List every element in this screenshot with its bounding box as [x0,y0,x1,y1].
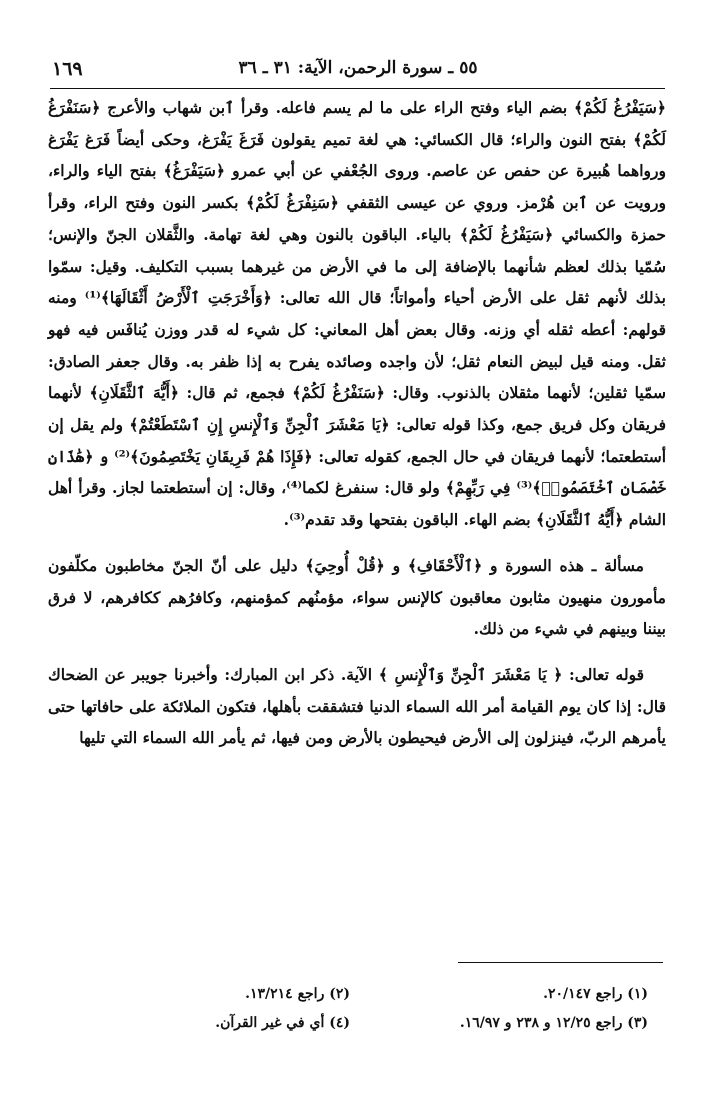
footnote-3: (٣) راجع ١٢/٢٥ و ٢٣٨ و ١٦/٩٧. [459,1015,648,1031]
page-header [52,58,664,88]
header-divider [50,88,665,89]
page-number: ١٦٩ [52,58,83,80]
footnote-row [52,980,648,1009]
paragraph-tafsir-readings: ﴿سَيَفْرُغُ لَكُمْ﴾ بضم الياء وفتح الراء على ما لم يسم فاعله. وقرأ ٱبن شهاب والأعرج ﴿سَنَفْرَغُ لَكُمْ﴾ بفتح النون والراء؛ قال الكسائي: هي لغة تميم يقولون فَرَغَ يَفْرَغ، وحكى أيضاً فَرَغ يَفْرَغ ورواهما هُبيرة عن حفص عن عاصم. وروى الجُعْفي عن أبي عمرو ﴿سَيَفْرَغُ﴾ بفتح الياء والراء، ورويت عن ٱبن هُرْمز. وروي عن عيسى الثقفي ﴿سَنِفْرَغُ لَكُمْ﴾ بكسر النون وفتح الراء، وقرأ حمزة والكسائي ﴿سَيَفْرُغُ لَكُمْ﴾ بالياء. الباقون بالنون وهي لغة تهامة. والثَّقلان الجنّ والإنس؛ سُمّيا بذلك لعظم شأنهما بالإضافة إلى ما في الأرض من غيرهما بسبب التكليف. وقيل: سمّوا بذلك لأنهم ثقل على الأرض أحياء وأمواتاً؛ قال الله تعالى: ﴿وَأَخْرَجَتِ ٱلْأَرْضُ أَثْقَالَهَا﴾⁽¹⁾ ومنه قولهم: أعطه ثقله أي وزنه. وقال بعض أهل المعاني: كل شيء له قدر ووزن يُنافَس فيه فهو ثقل. ومنه قيل لبيض النعام ثقل؛ لأن واجده وصائده يفرح به إذا ظفر به. وقال جعفر الصادق: سمّيا ثقلين؛ لأنهما مثقلان بالذنوب. وقال: ﴿سَنَفْرُغُ لَكُمْ﴾ فجمع، ثم قال: ﴿أَيُّهَ ٱلثَّقَلَانِ﴾ لأنهما فريقان وكل فريق جمع، وكذا قوله تعالى: ﴿يَا مَعْشَرَ ٱلْجِنِّ وَٱلْإِنسِ إِنِ ٱسْتَطَعْتُمْ﴾ ولم يقل إن أستطعتما؛ لأنهما فريقان في حال الجمع، كقوله تعالى: ﴿فَإِذَا هُمْ فَرِيقَانِ يَخْتَصِمُونَ﴾⁽²⁾ و ﴿هَٰذَانِ خَصْمَانِ ٱخْتَصَمُوا۟﴾⁽³⁾ فِي رَبِّهِمْ﴾ ولو قال: سنفرغ لكما⁽⁴⁾، وقال: إن أستطعتما لجاز. وقرأ أهل الشام ﴿أَيُّهُ ٱلثَّقَلَانِ﴾ بضم الهاء. الباقون بفتحها وقد تقدم⁽³⁾. [48,98,666,530]
footnotes [52,980,648,1038]
running-title: ٥٥ ـ سورة الرحمن، الآية: ٣١ ـ ٣٦ [238,58,478,78]
footnote-2: (٢) راجع ١٣/٢١٤. [245,986,350,1002]
footnote-4: (٤) أي في غير القرآن. [215,1015,350,1031]
footnote-row [52,1009,648,1038]
paragraph-masala: مسألة ـ هذه السورة و ﴿ٱلْأَحْقَافِ﴾ و ﴿قُلْ أُوحِيَ﴾ دليل على أنّ الجنّ مخاطبون مكلّفون مأمورون منهيون مثابون معاقبون كالإنس سواء، مؤمنُهم كمؤمنهم، وكافرُهم ككافرهم، لا فرق بيننا وبينهم في شيء من ذلك. [48,555,666,639]
footnote-1: (١) راجع ٢٠/١٤٧. [543,986,648,1002]
main-text [48,92,666,754]
footnote-divider [458,962,663,963]
paragraph-verse-commentary: قوله تعالى: ﴿ يَا مَعْشَرَ ٱلْجِنِّ وَٱلْإِنسِ ﴾ الآية. ذكر ابن المبارك: وأخبرنا جويبر عن الضحاك قال: إذا كان يوم القيامة أمر الله السماء الدنيا فتشققت بأهلها، فتكون الملائكة على حافاتها حتى يأمرهم الربّ، فينزلون إلى الأرض فيحيطون بالأرض ومن فيها، ثم يأمر الله السماء التي تليها [48,664,666,748]
